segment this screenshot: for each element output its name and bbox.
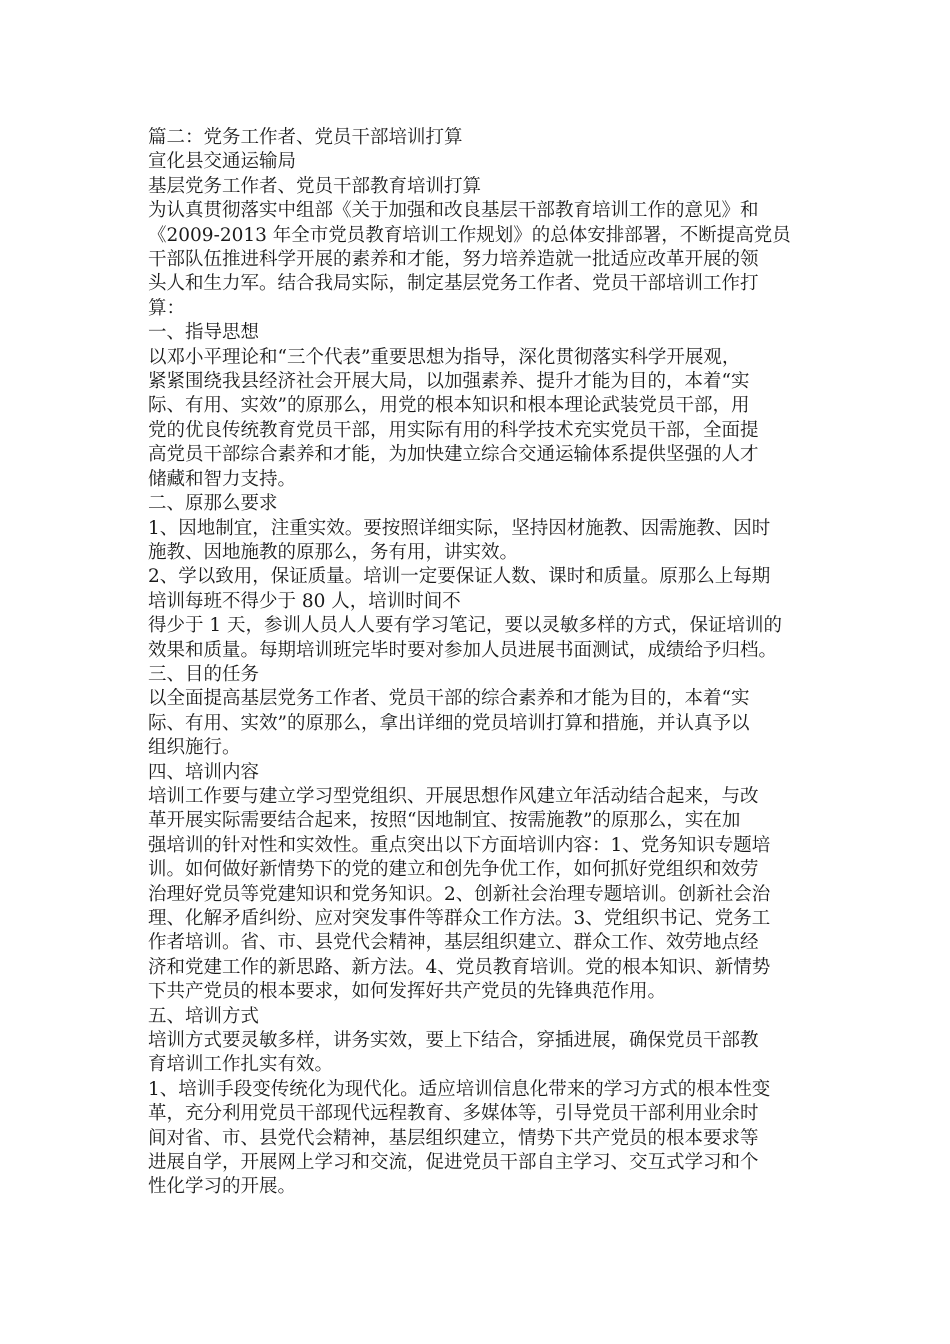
text-line: 紧紧围绕我县经济社会开展大局，以加强素养、提升才能为目的，本着“实 (148, 371, 750, 393)
text-line: 2、学以致用，保证质量。培训一定要保证人数、课时和质量。原那么上每期 (148, 566, 771, 588)
text-line: 培训每班不得少于 80 人，培训时间不 (148, 590, 461, 612)
section-heading: 二、原那么要求 (148, 493, 278, 515)
text-line: 1、因地制宜，注重实效。要按照详细实际，坚持因材施教、因需施教、因时 (148, 517, 771, 539)
text-line: 治理好党员等党建知识和党务知识。2、创新社会治理专题培训。创新社会治 (148, 883, 771, 905)
text-line: 培训方式要灵敏多样，讲务实效，要上下结合，穿插进展，确保党员干部教 (148, 1030, 759, 1052)
text-line: 育培训工作扎实有效。 (148, 1054, 334, 1076)
text-line: 培训工作要与建立学习型党组织、开展思想作风建立年活动结合起来，与改 (148, 785, 759, 807)
text-line: 际、有用、实效”的原那么，拿出详细的党员培训打算和措施，并认真予以 (148, 712, 750, 734)
text-line: 干部队伍推进科学开展的素养和才能，努力培养造就一批适应改革开展的领 (148, 249, 759, 271)
title-line: 基层党务工作者、党员干部教育培训打算 (148, 175, 482, 197)
text-line: 际、有用、实效”的原那么，用党的根本知识和根本理论武装党员干部，用 (148, 395, 750, 417)
text-line: 革开展实际需要结合起来，按照“因地制宜、按需施教”的原那么，实在加 (148, 810, 741, 832)
text-line: 得少于 1 天，参训人员人人要有学习笔记，要以灵敏多样的方式，保证培训的 (148, 615, 783, 637)
section-heading: 三、目的任务 (148, 663, 260, 685)
text-line: 1、培训手段变传统化为现代化。适应培训信息化带来的学习方式的根本性变 (148, 1078, 771, 1100)
text-line: 济和党建工作的新思路、新方法。4、党员教育培训。党的根本知识、新情势 (148, 956, 771, 978)
section-heading: 一、指导思想 (148, 322, 260, 344)
text-line: 施教、因地施教的原那么，务有用，讲实效。 (148, 541, 519, 563)
text-line: 理、化解矛盾纠纷、应对突发事件等群众工作方法。3、党组织书记、党务工 (148, 908, 771, 929)
text-line: 以邓小平理论和“三个代表”重要思想为指导，深化贯彻落实科学开展观， (148, 346, 741, 368)
text-line: 算： (148, 297, 186, 319)
text-line: 革，充分利用党员干部现代远程教育、多媒体等，引导党员干部利用业余时 (148, 1103, 759, 1125)
text-line: 组织施行。 (148, 737, 241, 759)
text-line: 训。如何做好新情势下的党的建立和创先争优工作，如何抓好党组织和效劳 (148, 859, 759, 881)
text-line: 《2009-2013 年全市党员教育培训工作规划》的总体安排部署，不断提高党员 (148, 224, 791, 246)
text-line: 进展自学，开展网上学习和交流，促进党员干部自主学习、交互式学习和个 (148, 1152, 759, 1174)
text-line: 以全面提高基层党务工作者、党员干部的综合素养和才能为目的，本着“实 (148, 688, 750, 710)
text-line: 性化学习的开展。 (148, 1176, 297, 1198)
text-line: 下共产党员的根本要求，如何发挥好共产党员的先锋典范作用。 (148, 981, 667, 1003)
text-line: 高党员干部综合素养和才能，为加快建立综合交通运输体系提供坚强的人才 (148, 444, 759, 466)
section-heading: 四、培训内容 (148, 761, 260, 783)
section-heading: 五、培训方式 (148, 1005, 260, 1027)
text-line: 效果和质量。每期培训班完毕时要对参加人员进展书面测试，成绩给予归档。 (148, 639, 778, 661)
title-line: 篇二：党务工作者、党员干部培训打算 (148, 127, 463, 148)
document-body (148, 126, 808, 1200)
text-line: 头人和生力军。结合我局实际，制定基层党务工作者、党员干部培训工作打 (148, 273, 759, 295)
title-line: 宣化县交通运输局 (148, 151, 297, 173)
text-line: 作者培训。省、市、县党代会精神，基层组织建立、群众工作、效劳地点经 (148, 932, 759, 954)
text-line: 党的优良传统教育党员干部，用实际有用的科学技术充实党员干部，全面提 (148, 419, 759, 441)
text-line: 间对省、市、县党代会精神，基层组织建立，情势下共产党员的根本要求等 (148, 1127, 759, 1149)
text-line: 强培训的针对性和实效性。重点突出以下方面培训内容：1、党务知识专题培 (148, 834, 771, 856)
text-line: 为认真贯彻落实中组部《关于加强和改良基层干部教育培训工作的意见》和 (148, 200, 759, 222)
text-line: 储藏和智力支持。 (148, 468, 297, 490)
